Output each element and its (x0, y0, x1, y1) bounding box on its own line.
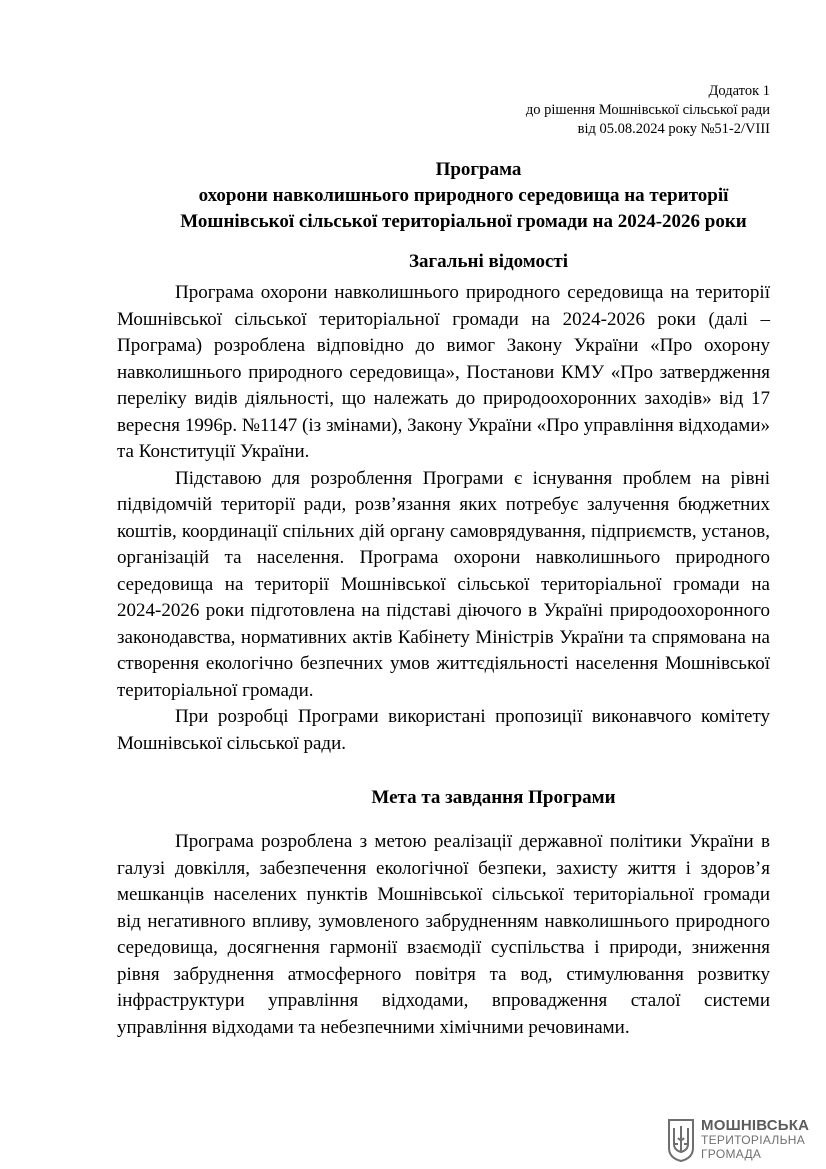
annex-line-2: до рішення Мошнівської сільської ради (525, 102, 770, 118)
logo-word-1: МОШНІВСЬКА (701, 1117, 810, 1134)
title-line-1: Програма (435, 159, 522, 180)
section-heading-goal: Мета та завдання Програми (371, 787, 616, 808)
logo-word-2: ТЕРИТОРІАЛЬНА (701, 1133, 806, 1147)
title-line-3: Мошнівської сільської територіальної громади на 2024-2026 роки (180, 211, 747, 232)
goal-paragraph-1: Програма розроблена з метою реалізації державної політики України в галузі довкілля, забезпечення екологічної безпеки, захисту життя і здоров’я мешканців населених пунктів Мошнівської сільської територіальної громади від негативного впливу, зумовленого забрудненням навколишнього природного середовища, досягнення гармонії взаємодії суспільства і природи, зниження рівня забруднення атмосферного повітря та вод, стимулювання розвитку інфраструктури управління відходами, впровадження сталої системи управління відходами та небезпечними хімічними речовинами. (117, 831, 770, 1038)
annex-line-1: Додаток 1 (708, 83, 770, 99)
logo-word-3: ГРОМАДА (701, 1147, 762, 1161)
general-paragraph-1: Програма охорони навколишнього природного середовища на території Мошнівської сільської територіальної громади на 2024-2026 роки (далі – Програма) розроблена відповідно до вимог Закону України «Про охорону навколишнього природного середовища», Постанови КМУ «Про затвердження переліку видів діяльності, що належать до природоохоронних заходів» від 17 вересня 1996р. №1147 (із змінами), Закону України «Про управління відходами» та Конституції України. (117, 282, 770, 462)
general-paragraph-2: Підставою для розроблення Програми є існування проблем на рівні підвідомчій території ради, розв’язання яких потребує залучення бюджетних коштів, координації спільних дій органу самоврядування, підприємств, установ, організацій та населення. Програма охорони навколишнього природного середовища на території Мошнівської сільської територіальної громади на 2024-2026 роки підготовлена на підставі діючого в Україні природоохоронного законодавства, нормативних актів Кабінету Міністрів України та спрямована на створення екологічно безпечних умов життєдіяльності населення Мошнівської територіальної громади. (117, 467, 770, 701)
logo-words (701, 1119, 809, 1161)
general-paragraph-3: При розробці Програми використані пропозиції виконавчого комітету Мошнівської сільської ради. (117, 706, 770, 754)
title-line-2: охорони навколишнього природного середовища на території (198, 185, 729, 206)
annex-line-3: від 05.08.2024 року №51-2/VIII (577, 121, 770, 137)
annex-block (117, 82, 770, 139)
document-title (117, 157, 770, 235)
community-logo (666, 1115, 816, 1165)
section-heading-general: Загальні відомості (408, 251, 569, 272)
trident-emblem-icon (666, 1118, 696, 1162)
